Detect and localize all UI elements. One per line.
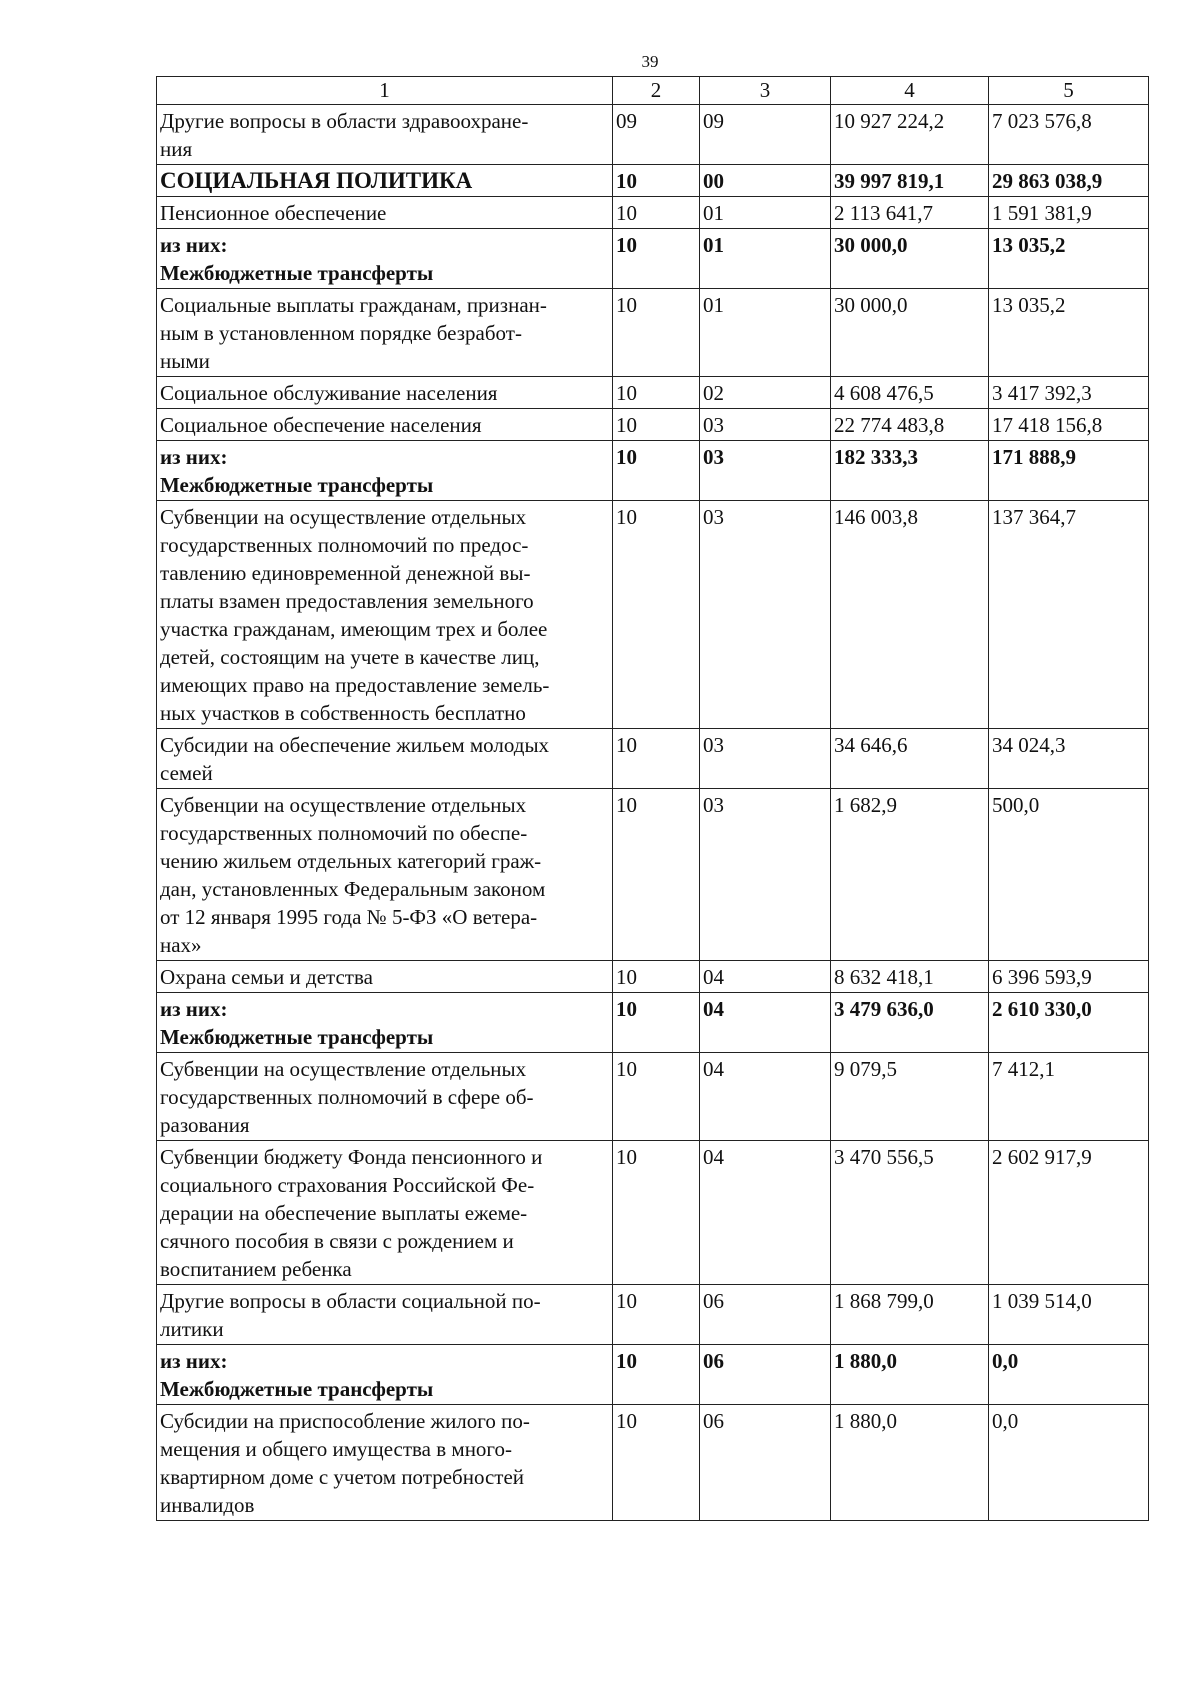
row-actual-amount-cell: 29 863 038,9	[989, 165, 1149, 197]
row-subsection-code-cell: 04	[700, 1141, 831, 1285]
row-section-code-cell: 10	[613, 165, 700, 197]
row-actual-amount-cell: 0,0	[989, 1345, 1149, 1405]
row-actual-amount-cell: 6 396 593,9	[989, 961, 1149, 993]
page-number: 39	[641, 52, 659, 71]
row-section-code-cell: 10	[613, 197, 700, 229]
row-subsection-code-cell: 01	[700, 197, 831, 229]
row-name-cell: Субвенции бюджету Фонда пенсионного и социального страхования Российской Фе- дерации на обеспечение выплаты ежеме- сячного пособия в связи с рождением и воспитанием ребенка	[157, 1141, 613, 1285]
table-row	[157, 501, 1149, 729]
row-name-cell: Другие вопросы в области здравоохране- ния	[157, 105, 613, 165]
row-section-code-cell: 10	[613, 1141, 700, 1285]
row-section-code-cell: 10	[613, 441, 700, 501]
row-subsection-code-cell: 04	[700, 961, 831, 993]
table-row	[157, 229, 1149, 289]
row-actual-amount-cell: 500,0	[989, 789, 1149, 961]
row-actual-amount-cell: 13 035,2	[989, 289, 1149, 377]
row-section-code-cell: 10	[613, 501, 700, 729]
row-plan-amount-cell: 30 000,0	[831, 229, 989, 289]
row-subsection-code-cell: 01	[700, 289, 831, 377]
row-actual-amount-cell: 17 418 156,8	[989, 409, 1149, 441]
header-cell-4: 4	[831, 77, 989, 105]
row-plan-amount-cell: 30 000,0	[831, 289, 989, 377]
row-name-cell: Субсидии на обеспечение жильем молодых семей	[157, 729, 613, 789]
table-row	[157, 441, 1149, 501]
table-row	[157, 1141, 1149, 1285]
row-actual-amount-cell: 0,0	[989, 1405, 1149, 1521]
row-actual-amount-cell: 137 364,7	[989, 501, 1149, 729]
table-row	[157, 789, 1149, 961]
row-plan-amount-cell: 1 880,0	[831, 1405, 989, 1521]
row-section-code-cell: 10	[613, 1053, 700, 1141]
row-subsection-code-cell: 06	[700, 1405, 831, 1521]
row-subsection-code-cell: 06	[700, 1345, 831, 1405]
table-row	[157, 289, 1149, 377]
row-plan-amount-cell: 2 113 641,7	[831, 197, 989, 229]
row-name-cell: Субвенции на осуществление отдельных государственных полномочий по предос- тавлению единовременной денежной вы- платы взамен предоставления земельного участка гражданам, имеющим трех и более детей, состоящим на учете в качестве лиц, имеющих право на предоставление земель- ных участков в собственность бесплатно	[157, 501, 613, 729]
table-row	[157, 993, 1149, 1053]
row-subsection-code-cell: 09	[700, 105, 831, 165]
table-row	[157, 105, 1149, 165]
row-name-cell: Социальное обслуживание населения	[157, 377, 613, 409]
row-actual-amount-cell: 2 610 330,0	[989, 993, 1149, 1053]
table-row	[157, 1285, 1149, 1345]
row-actual-amount-cell: 7 412,1	[989, 1053, 1149, 1141]
row-plan-amount-cell: 1 682,9	[831, 789, 989, 961]
table-row	[157, 961, 1149, 993]
budget-table-body	[157, 77, 1149, 1521]
row-name-cell: Охрана семьи и детства	[157, 961, 613, 993]
row-name-cell: Субвенции на осуществление отдельных государственных полномочий в сфере об- разования	[157, 1053, 613, 1141]
header-cell-3: 3	[700, 77, 831, 105]
row-section-code-cell: 10	[613, 729, 700, 789]
row-subsection-code-cell: 03	[700, 729, 831, 789]
row-name-cell: Другие вопросы в области социальной по- литики	[157, 1285, 613, 1345]
row-plan-amount-cell: 39 997 819,1	[831, 165, 989, 197]
table-row	[157, 197, 1149, 229]
row-section-code-cell: 10	[613, 1405, 700, 1521]
row-name-cell: из них: Межбюджетные трансферты	[157, 229, 613, 289]
row-subsection-code-cell: 03	[700, 789, 831, 961]
row-subsection-code-cell: 00	[700, 165, 831, 197]
table-row	[157, 729, 1149, 789]
row-plan-amount-cell: 146 003,8	[831, 501, 989, 729]
row-section-code-cell: 10	[613, 993, 700, 1053]
row-name-cell: из них: Межбюджетные трансферты	[157, 993, 613, 1053]
row-actual-amount-cell: 171 888,9	[989, 441, 1149, 501]
row-name-cell: из них: Межбюджетные трансферты	[157, 441, 613, 501]
row-subsection-code-cell: 04	[700, 993, 831, 1053]
row-actual-amount-cell: 1 039 514,0	[989, 1285, 1149, 1345]
row-section-code-cell: 10	[613, 229, 700, 289]
row-subsection-code-cell: 03	[700, 441, 831, 501]
row-plan-amount-cell: 8 632 418,1	[831, 961, 989, 993]
table-row	[157, 1405, 1149, 1521]
row-section-code-cell: 10	[613, 1345, 700, 1405]
row-plan-amount-cell: 3 470 556,5	[831, 1141, 989, 1285]
row-section-code-cell: 10	[613, 1285, 700, 1345]
row-plan-amount-cell: 3 479 636,0	[831, 993, 989, 1053]
row-name-cell: Субвенции на осуществление отдельных государственных полномочий по обеспе- чению жильем отдельных категорий граж- дан, установленных Федеральным законом от 12 января 1995 года № 5-ФЗ «О ветера- нах»	[157, 789, 613, 961]
row-actual-amount-cell: 3 417 392,3	[989, 377, 1149, 409]
row-name-cell: из них: Межбюджетные трансферты	[157, 1345, 613, 1405]
budget-table	[156, 76, 1149, 1521]
row-section-code-cell: 10	[613, 289, 700, 377]
header-cell-2: 2	[613, 77, 700, 105]
row-name-cell: Субсидии на приспособление жилого по- мещения и общего имущества в много- квартирном доме с учетом потребностей инвалидов	[157, 1405, 613, 1521]
row-actual-amount-cell: 1 591 381,9	[989, 197, 1149, 229]
header-cell-1: 1	[157, 77, 613, 105]
row-subsection-code-cell: 04	[700, 1053, 831, 1141]
row-plan-amount-cell: 182 333,3	[831, 441, 989, 501]
row-plan-amount-cell: 4 608 476,5	[831, 377, 989, 409]
row-plan-amount-cell: 1 868 799,0	[831, 1285, 989, 1345]
row-section-code-cell: 10	[613, 409, 700, 441]
row-subsection-code-cell: 03	[700, 409, 831, 441]
row-subsection-code-cell: 06	[700, 1285, 831, 1345]
table-row	[157, 409, 1149, 441]
table-row	[157, 165, 1149, 197]
row-section-code-cell: 10	[613, 377, 700, 409]
row-subsection-code-cell: 01	[700, 229, 831, 289]
header-cell-5: 5	[989, 77, 1149, 105]
row-subsection-code-cell: 02	[700, 377, 831, 409]
row-name-cell: СОЦИАЛЬНАЯ ПОЛИТИКА	[157, 165, 613, 197]
table-row	[157, 377, 1149, 409]
row-subsection-code-cell: 03	[700, 501, 831, 729]
row-section-code-cell: 09	[613, 105, 700, 165]
row-plan-amount-cell: 9 079,5	[831, 1053, 989, 1141]
row-section-code-cell: 10	[613, 789, 700, 961]
row-actual-amount-cell: 13 035,2	[989, 229, 1149, 289]
table-row	[157, 1053, 1149, 1141]
row-plan-amount-cell: 22 774 483,8	[831, 409, 989, 441]
row-actual-amount-cell: 2 602 917,9	[989, 1141, 1149, 1285]
row-plan-amount-cell: 34 646,6	[831, 729, 989, 789]
row-section-code-cell: 10	[613, 961, 700, 993]
row-plan-amount-cell: 10 927 224,2	[831, 105, 989, 165]
row-name-cell: Пенсионное обеспечение	[157, 197, 613, 229]
row-actual-amount-cell: 34 024,3	[989, 729, 1149, 789]
row-name-cell: Социальные выплаты гражданам, признан- ным в установленном порядке безработ- ными	[157, 289, 613, 377]
table-header-row	[157, 77, 1149, 105]
row-plan-amount-cell: 1 880,0	[831, 1345, 989, 1405]
row-name-cell: Социальное обеспечение населения	[157, 409, 613, 441]
row-actual-amount-cell: 7 023 576,8	[989, 105, 1149, 165]
table-row	[157, 1345, 1149, 1405]
